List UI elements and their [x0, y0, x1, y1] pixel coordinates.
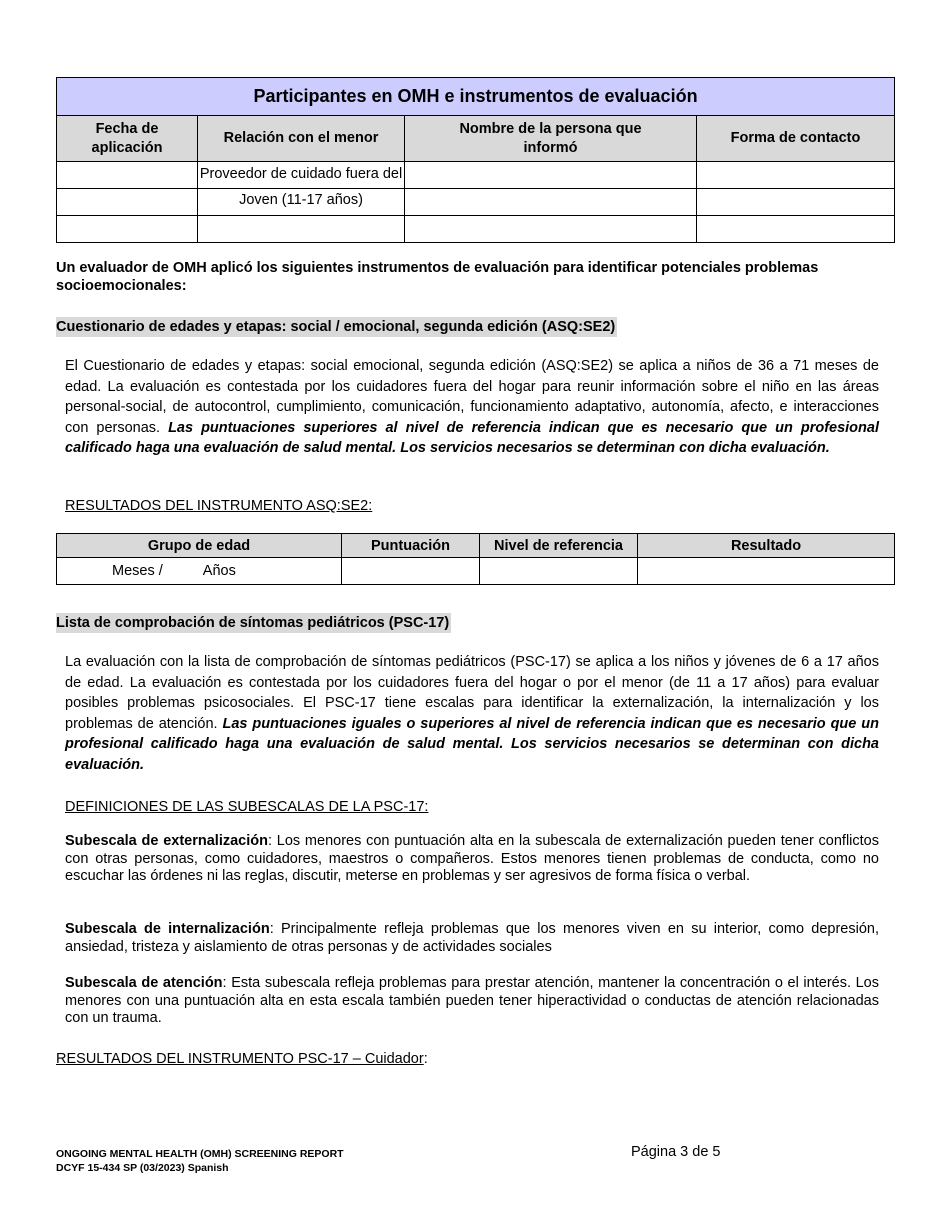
age-group-cell[interactable] [57, 558, 342, 585]
participants-table [56, 77, 895, 243]
footer-report-name: ONGOING MENTAL HEALTH (OMH) SCREENING REPORT [56, 1148, 344, 1160]
informant-cell[interactable] [405, 189, 697, 216]
reference-cell[interactable] [480, 558, 638, 585]
informant-cell[interactable] [405, 216, 697, 243]
contact-cell[interactable] [697, 189, 895, 216]
intro-text: Un evaluador de OMH aplicó los siguientes instrumentos de evaluación para identificar potenciales problemas socioemocionales: [56, 260, 819, 294]
relation-cell: Joven (11-17 años) [198, 189, 405, 216]
psc-description: La evaluación con la lista de comprobación de síntomas pediátricos (PSC-17) se aplica a los niños y jóvenes de 6 a 17 años de edad. La evaluación es contestada por los cuidadores fuera del hogar o por el menor (de 11 a 17 años) para evaluar posibles problemas psicosociales. El PSC-17 tiene escalas para identificar la externalización, la internalización y los problemas de atención. Las puntuaciones iguales o superiores al nivel de referencia indican que es necesario que un profesional calificado haga una evaluación de salud mental. Los servicios necesarios se determinan con dicha evaluación. [65, 654, 879, 773]
header-reference: Nivel de referencia [480, 534, 638, 558]
years-label: Años [202, 563, 236, 579]
date-cell[interactable] [57, 162, 198, 189]
date-cell[interactable] [57, 189, 198, 216]
footer-form-info [56, 1147, 344, 1175]
informant-cell[interactable] [405, 162, 697, 189]
definition-internalization: Subescala de internalización: Principalmente refleja problemas que los menores viven en su interior, como depresión, ansiedad, tristeza y aislamiento de otras personas y de actividades sociales [65, 921, 879, 955]
table-row [57, 162, 895, 189]
page-number: Página 3 de 5 [631, 1144, 721, 1160]
result-cell[interactable] [638, 558, 895, 585]
header-score: Puntuación [342, 534, 480, 558]
asq-section-title: Cuestionario de edades y etapas: social / emocional, segunda edición (ASQ:SE2) [56, 319, 616, 335]
header-contact: Forma de contacto [697, 116, 895, 162]
header-result: Resultado [638, 534, 895, 558]
definition-attention: Subescala de atención: Esta subescala refleja problemas para prestar atención, mantener la concentración o el interés. Los menores con una puntuación alta en esta escala también pueden tener hiperactividad o conductas de atención relacionadas con un trauma. [65, 975, 879, 1026]
relation-cell[interactable] [198, 216, 405, 243]
table-row [57, 558, 895, 585]
definition-externalization: Subescala de externalización: Los menores con puntuación alta en la subescala de externalización pueden tener conflictos con otras personas, como cuidadores, maestros o compañeros. Estos menores tienen problemas de conducta, como no escuchar las órdenes ni las reglas, discutir, meterse en problemas y ser agresivos de forma física o verbal. [65, 833, 879, 884]
participants-table-title: Participantes en OMH e instrumentos de evaluación [57, 78, 895, 116]
score-cell[interactable] [342, 558, 480, 585]
asq-description: El Cuestionario de edades y etapas: social emocional, segunda edición (ASQ:SE2) se aplica a niños de 36 a 71 meses de edad. La evaluación es contestada por los cuidadores fuera del hogar para reunir información sobre el niño en las áreas personal-social, de autocontrol, cumplimiento, comunicación, funcionamiento adaptativo, autonomía, afecto, e interacciones con personas. Las puntuaciones superiores al nivel de referencia indican que es necesario que un profesional calificado haga una evaluación de salud mental. Los servicios necesarios se determinan con dicha evaluación. [65, 358, 879, 456]
table-row [57, 216, 895, 243]
asq-results-table [56, 533, 895, 585]
psc-emphasis: Las puntuaciones iguales o superiores al nivel de referencia indican que es necesario que un profesional calificado haga una evaluación de salud mental. Los servicios necesarios se determinan con dicha evaluación. [65, 715, 879, 773]
header-age-group: Grupo de edad [57, 534, 342, 558]
psc-results-label: RESULTADOS DEL INSTRUMENTO PSC-17 – Cuidador: [56, 1051, 428, 1067]
header-informant: Nombre de la persona que informó [405, 116, 697, 162]
asq-emphasis: Las puntuaciones superiores al nivel de referencia indican que es necesario que un profesional calificado haga una evaluación de salud mental. Los servicios necesarios se determinan con dicha evaluación. [65, 419, 879, 456]
footer-form-id: DCYF 15-434 SP (03/2023) Spanish [56, 1162, 229, 1174]
contact-cell[interactable] [697, 216, 895, 243]
header-relation: Relación con el menor [198, 116, 405, 162]
table-row [57, 189, 895, 216]
psc-section-title: Lista de comprobación de síntomas pediátricos (PSC-17) [56, 615, 450, 631]
contact-cell[interactable] [697, 162, 895, 189]
header-date: Fecha de aplicación [57, 116, 198, 162]
psc-definitions-label: DEFINICIONES DE LAS SUBESCALAS DE LA PSC-17: [65, 799, 429, 815]
months-label: Meses / [112, 563, 163, 579]
date-cell[interactable] [57, 216, 198, 243]
relation-cell: Proveedor de cuidado fuera del [198, 162, 405, 189]
asq-results-label: RESULTADOS DEL INSTRUMENTO ASQ:SE2: [65, 498, 373, 514]
